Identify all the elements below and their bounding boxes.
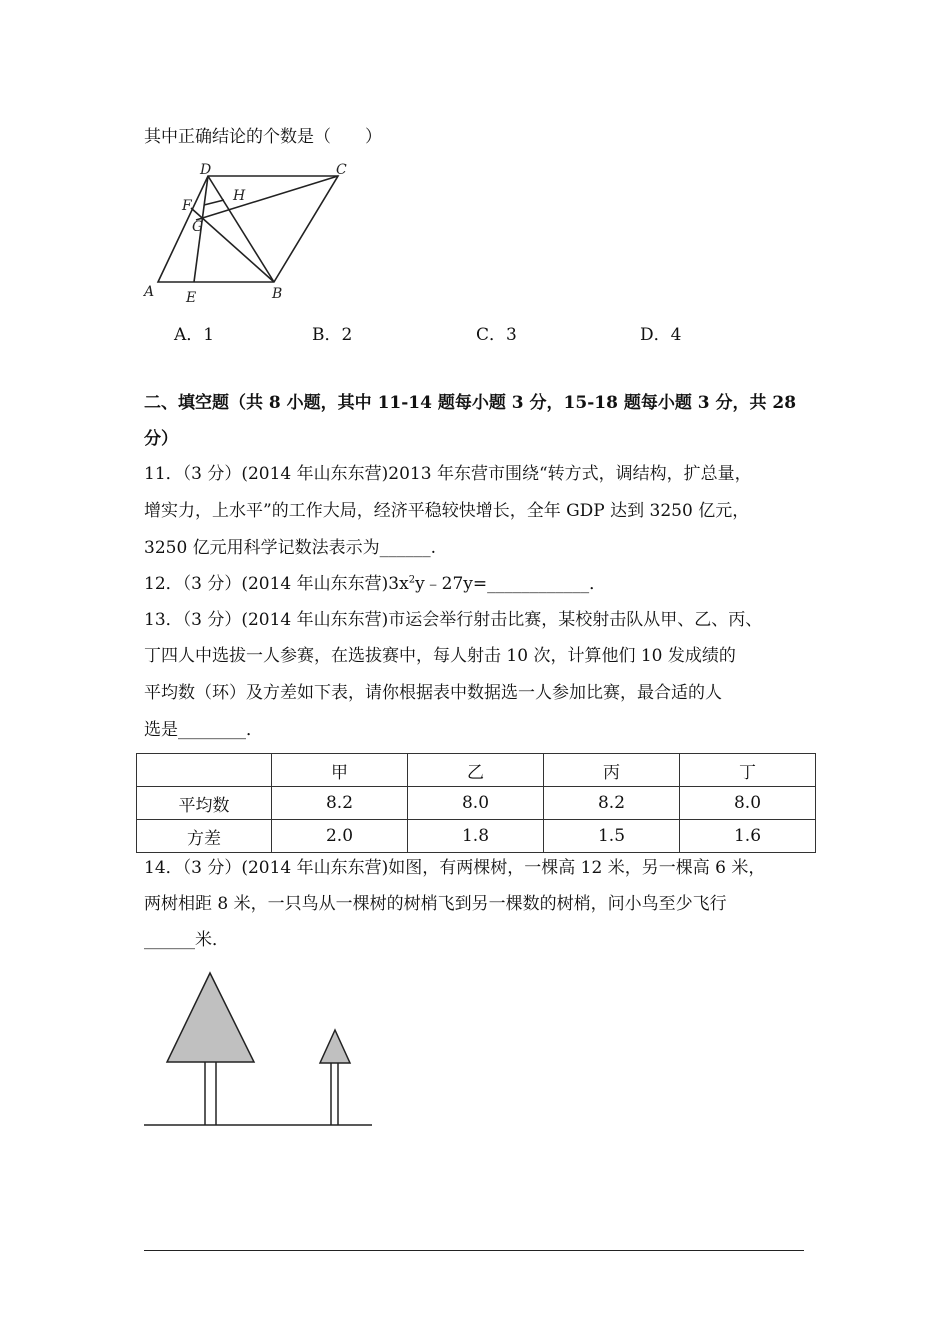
option-a: A．1 <box>174 325 215 345</box>
q12-line <box>144 573 606 595</box>
parallelogram-figure <box>140 158 370 318</box>
q11-line1: 11．（3 分）(2014 年山东东营)2013 年东营市围绕“转方式，调结构，扩总量， <box>144 464 752 484</box>
table-cell: 8.0 <box>408 787 544 820</box>
table-header-cell: 乙 <box>408 754 544 787</box>
q13-line3: 平均数（环）及方差如下表，请你根据表中数据选一人参加比赛，最合适的人 <box>144 683 722 703</box>
table-cell: 8.2 <box>544 787 680 820</box>
q12-prefix: 12．（3 分）(2014 年山东东营)3x <box>144 574 409 594</box>
table-cell: 方差 <box>137 820 272 853</box>
label-F: F <box>182 198 192 214</box>
table-header-cell: 丁 <box>680 754 816 787</box>
q14-line3: ______米． <box>144 930 229 950</box>
label-C: C <box>336 162 347 178</box>
q11-line2: 增实力，上水平”的工作大局，经济平稳较快增长，全年 GDP 达到 3250 亿元， <box>144 501 750 521</box>
table-cell: 1.5 <box>544 820 680 853</box>
table-header-cell <box>137 754 272 787</box>
tall-tree-crown <box>167 973 254 1062</box>
table-cell: 8.2 <box>272 787 408 820</box>
q13-line2: 丁四人中选拔一人参赛，在选拔赛中，每人射击 10 次，计算他们 10 发成绩的 <box>144 646 736 666</box>
table-cell: 1.6 <box>680 820 816 853</box>
label-D: D <box>200 162 212 178</box>
q13-line4: 选是________． <box>144 720 263 740</box>
table-row <box>137 820 816 853</box>
scores-table <box>136 753 816 853</box>
q13-line1: 13．（3 分）(2014 年山东东营)市运会举行射击比赛，某校射击队从甲、乙、丙、 <box>144 610 763 630</box>
q12-suffix: y﹣27y=____________． <box>415 574 607 594</box>
label-G: G <box>192 219 204 235</box>
option-b: B．2 <box>312 325 353 345</box>
q12-exponent: 2 <box>408 574 416 586</box>
label-A: A <box>144 284 155 300</box>
table-cell: 2.0 <box>272 820 408 853</box>
q10-prompt: 其中正确结论的个数是（ ） <box>144 127 382 147</box>
table-cell: 1.8 <box>408 820 544 853</box>
table-row <box>137 787 816 820</box>
table-cell: 8.0 <box>680 787 816 820</box>
option-d: D．4 <box>640 325 682 345</box>
label-H: H <box>233 188 246 204</box>
q11-line3: 3250 亿元用科学记数法表示为______. <box>144 538 437 558</box>
table-header-cell: 丙 <box>544 754 680 787</box>
trees-figure <box>140 965 380 1135</box>
q14-line1: 14．（3 分）(2014 年山东东营)如图，有两棵树，一棵高 12 米，另一棵高 6 米， <box>144 858 766 878</box>
short-tree-crown <box>320 1030 350 1063</box>
option-c: C．3 <box>476 325 517 345</box>
section-heading-cont: 分） <box>144 429 178 449</box>
footer-rule <box>144 1250 804 1251</box>
table-cell: 平均数 <box>137 787 272 820</box>
table-header-cell: 甲 <box>272 754 408 787</box>
q14-line2: 两树相距 8 米，一只鸟从一棵树的树梢飞到另一棵数的树梢，问小鸟至少飞行 <box>144 894 727 914</box>
table-header-row <box>137 754 816 787</box>
section-heading: 二、填空题（共 8 小题，其中 11-14 题每小题 3 分，15-18 题每小题 3 分，共 28 <box>144 393 797 413</box>
label-B: B <box>272 286 283 302</box>
label-E: E <box>186 290 197 306</box>
